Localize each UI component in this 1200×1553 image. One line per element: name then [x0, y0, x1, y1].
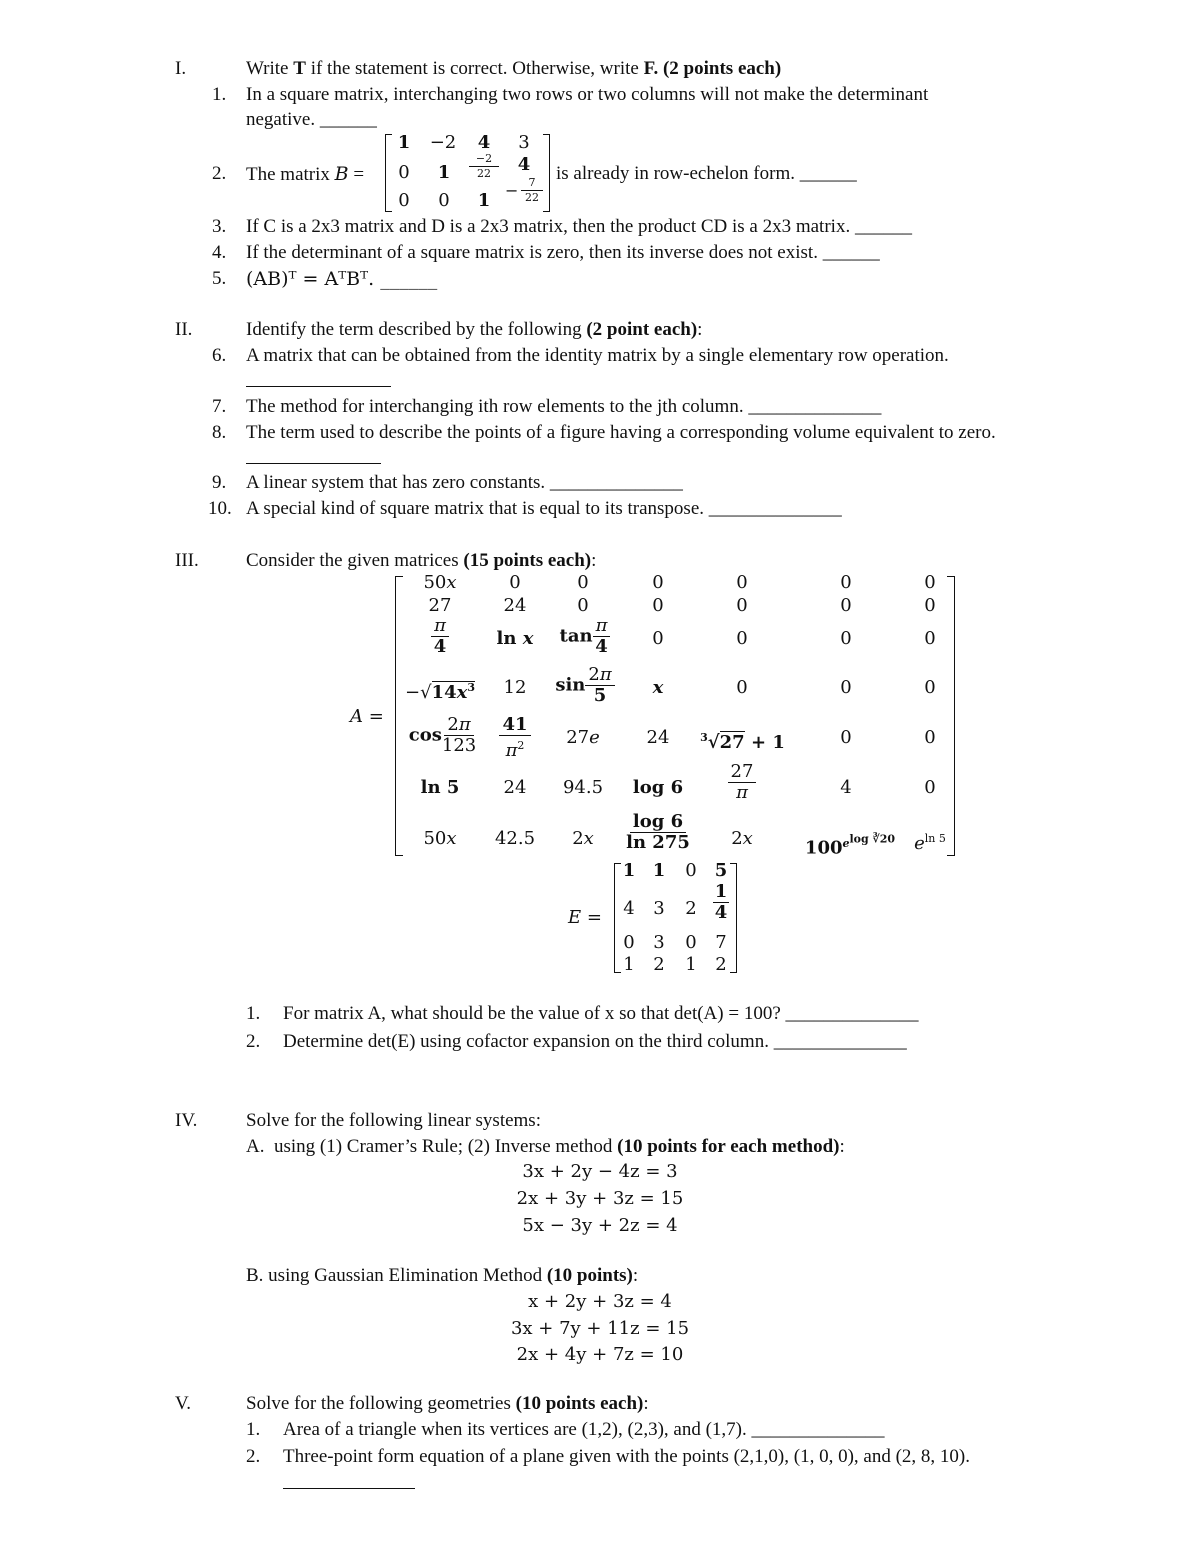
matrix-cell: 0 [736, 572, 748, 593]
matrix-a-label: A = [350, 706, 384, 727]
section-1-instruction: Write T if the statement is correct. Otherwise, write F. (2 points each) [246, 58, 782, 79]
item-number: 5. [212, 268, 227, 289]
matrix-cell: 0 [924, 572, 936, 593]
matrix-cell-sqrt: $-√14x^3$ [404, 681, 475, 703]
matrix-cell: 3 [518, 132, 530, 153]
matrix-a [395, 572, 960, 862]
answer-line [283, 1472, 415, 1495]
matrix-cell: 0 [509, 572, 521, 593]
matrix-cell: 1 [477, 190, 491, 211]
matrix-cell: 0 [438, 190, 450, 211]
geometry-item-1: Area of a triangle when its vertices are (1,2), (2,3), and (1,7). ______________ [283, 1419, 885, 1440]
statement-prefix: The matrix [246, 164, 335, 185]
matrix-cell-41-over-pi2: $\frac{41}{\pi^2}$ [495, 715, 535, 761]
matrix-cell: 27e [566, 727, 600, 748]
matrix-question-2: Determine det(E) using cofactor expansion on the third column. ______________ [283, 1031, 907, 1052]
matrix-question-1: For matrix A, what should be the value of x so that det(A) = 100? ______________ [283, 1003, 919, 1024]
identify-item-8: The term used to describe the points of a figure having a corresponding volume equivalent to zero. [246, 422, 996, 443]
tf-statement-2 [246, 163, 364, 186]
matrix-cell: 2 [653, 954, 665, 975]
item-number: 4. [212, 242, 227, 263]
matrix-cell: 0 [840, 727, 852, 748]
matrix-e-label: E = [568, 907, 602, 928]
matrix-cell: 0 [623, 932, 635, 953]
right-bracket [947, 576, 955, 856]
item-number: 1. [246, 1419, 261, 1440]
matrix-cell-cuberoot: $^3$√27 + 1 [700, 731, 785, 753]
matrix-variable: B [334, 163, 349, 185]
matrix-cell-log-frac: $\frac{\log 6}{\ln 275}$ [626, 811, 690, 853]
matrix-e [612, 860, 742, 975]
matrix-cell: 0 [924, 777, 936, 798]
fraction-cell: −2 22 [469, 152, 499, 181]
matrix-cell: 1 [397, 132, 411, 153]
matrix-cell: 0 [924, 595, 936, 616]
matrix-cell: 24 [646, 727, 670, 748]
matrix-cell: 0 [736, 628, 748, 649]
section-numeral-4: IV. [175, 1110, 198, 1131]
section-2-instruction: Identify the term described by the following (2 point each): [246, 319, 703, 340]
matrix-cell: 0 [685, 860, 697, 881]
matrix-cell: 0 [840, 677, 852, 698]
matrix-cell: 0 [840, 572, 852, 593]
matrix-cell: ln x [496, 628, 534, 649]
section-5-instruction: Solve for the following geometries (10 points each): [246, 1393, 649, 1414]
item-number: 9. [212, 472, 227, 493]
matrix-cell: 50x [423, 828, 457, 849]
matrix-cell-sin: sin $\frac{2\pi}{5}$ [555, 665, 615, 706]
matrix-cell: 1 [685, 954, 697, 975]
identify-item-7: The method for interchanging ith row elements to the jth column. ______________ [246, 396, 882, 417]
matrix-cell-exponential: $100^{e^{log ∛20}}$ [804, 832, 896, 859]
matrix-cell: 3 [653, 898, 665, 919]
matrix-cell: 0 [685, 932, 697, 953]
matrix-cell: 0 [398, 190, 410, 211]
matrix-cell: 1 [652, 860, 666, 881]
matrix-cell: 24 [503, 777, 527, 798]
matrix-cell: 2x [572, 828, 594, 849]
matrix-cell: 27 [428, 595, 452, 616]
section-numeral-1: I. [175, 58, 187, 79]
matrix-cell: log 6 [632, 777, 684, 798]
tf-statement-4: If the determinant of a square matrix is zero, then its inverse does not exist. ______ [246, 242, 880, 263]
matrix-cell: 0 [398, 162, 410, 183]
matrix-cell: 0 [577, 595, 589, 616]
matrix-cell: 3 [653, 932, 665, 953]
identify-item-9: A linear system that has zero constants. ______________ [246, 472, 683, 493]
section-4-instruction: Solve for the following linear systems: [246, 1110, 541, 1131]
matrix-cell: 0 [924, 628, 936, 649]
system-a-eq-3: 5x − 3y + 2z = 4 [522, 1215, 678, 1236]
answer-line [246, 370, 391, 393]
geometry-item-2: Three-point form equation of a plane given with the points (2,1,0), (1, 0, 0), and (2, 8, 10). [283, 1446, 970, 1467]
matrix-cell-cos: cos $\frac{2\pi}{123}$ [408, 714, 477, 756]
matrix-cell: 0 [736, 595, 748, 616]
matrix-cell: $e^{ln 5}$ [914, 832, 946, 854]
answer-line [246, 447, 381, 470]
tf-statement-3: If C is a 2x3 matrix and D is a 2x3 matrix, then the product CD is a 2x3 matrix. ______ [246, 216, 912, 237]
matrix-cell: 1 [622, 860, 636, 881]
item-number: 1. [212, 84, 227, 105]
section-numeral-3: III. [175, 550, 199, 571]
matrix-cell: 0 [577, 572, 589, 593]
matrix-cell-tan: tan $\frac{\pi}{4}$ [555, 616, 615, 657]
matrix-cell: 0 [924, 727, 936, 748]
matrix-cell: ln 5 [420, 777, 460, 798]
matrix-cell: 4 [623, 898, 635, 919]
left-bracket [395, 576, 403, 856]
matrix-cell: 1 [437, 162, 451, 183]
section-numeral-2: II. [175, 319, 193, 340]
matrix-cell: 42.5 [494, 828, 536, 849]
item-number: 2. [212, 163, 227, 184]
matrix-cell: 0 [840, 628, 852, 649]
part-a-instruction: A. using (1) Cramer’s Rule; (2) Inverse method (10 points for each method): [246, 1136, 845, 1157]
matrix-cell: x [652, 677, 664, 698]
system-b-eq-2: 3x + 7y + 11z = 15 [510, 1318, 690, 1339]
right-bracket [543, 134, 550, 212]
matrix-cell: 4 [477, 132, 491, 153]
equals-sign: = [348, 164, 365, 185]
matrix-cell: 0 [652, 595, 664, 616]
matrix-cell: 24 [503, 595, 527, 616]
item-number: 1. [246, 1003, 261, 1024]
matrix-cell-pi-over-4: $\frac{\pi}{4}$ [420, 616, 460, 657]
matrix-cell: 4 [840, 777, 852, 798]
matrix-cell: 1 [623, 954, 635, 975]
matrix-cell-27-over-pi: $\frac{27}{\pi}$ [722, 762, 762, 803]
matrix-cell: 4 [517, 154, 531, 175]
tf-statement-2-suffix: is already in row-echelon form. ______ [556, 163, 857, 184]
matrix-cell: 7 [715, 932, 727, 953]
matrix-cell: 0 [840, 595, 852, 616]
system-b-eq-3: 2x + 4y + 7z = 10 [516, 1344, 684, 1365]
matrix-cell: 94.5 [562, 777, 604, 798]
system-a-eq-2: 2x + 3y + 3z = 15 [516, 1188, 684, 1209]
matrix-cell: 2 [715, 954, 727, 975]
item-number: 10. [208, 498, 232, 519]
identify-item-6: A matrix that can be obtained from the identity matrix by a single elementary row operation. [246, 345, 949, 366]
fraction-cell: − 7 22 [503, 176, 543, 205]
matrix-cell: 0 [736, 677, 748, 698]
item-number: 6. [212, 345, 227, 366]
matrix-cell: 5 [714, 860, 728, 881]
matrix-cell: 2 [685, 898, 697, 919]
matrix-cell-fraction: $\frac{1}{4}$ [714, 881, 728, 923]
system-a-eq-1: 3x + 2y − 4z = 3 [522, 1161, 678, 1182]
matrix-cell: 12 [503, 677, 527, 698]
item-number: 2. [246, 1446, 261, 1467]
section-3-instruction: Consider the given matrices (15 points each): [246, 550, 597, 571]
matrix-cell: 0 [924, 677, 936, 698]
matrix-cell: 0 [652, 572, 664, 593]
item-number: 7. [212, 396, 227, 417]
item-number: 2. [246, 1031, 261, 1052]
tf-statement-1: In a square matrix, interchanging two rows or two columns will not make the determinant [246, 84, 929, 105]
matrix-b [385, 132, 555, 212]
matrix-cell: 50x [423, 572, 457, 593]
identify-item-10: A special kind of square matrix that is equal to its transpose. ______________ [246, 498, 842, 519]
section-numeral-5: V. [175, 1393, 192, 1414]
tf-statement-1-cont: negative. ______ [246, 109, 377, 130]
item-number: 8. [212, 422, 227, 443]
matrix-cell: 2x [731, 828, 753, 849]
tf-statement-5: (AB)ᵀ = AᵀBᵀ. ______ [246, 268, 438, 290]
item-number: 3. [212, 216, 227, 237]
part-b-instruction: B. using Gaussian Elimination Method (10 points): [246, 1265, 639, 1286]
matrix-cell: 0 [652, 628, 664, 649]
system-b-eq-1: x + 2y + 3z = 4 [528, 1291, 672, 1312]
matrix-cell: −2 [429, 132, 457, 153]
